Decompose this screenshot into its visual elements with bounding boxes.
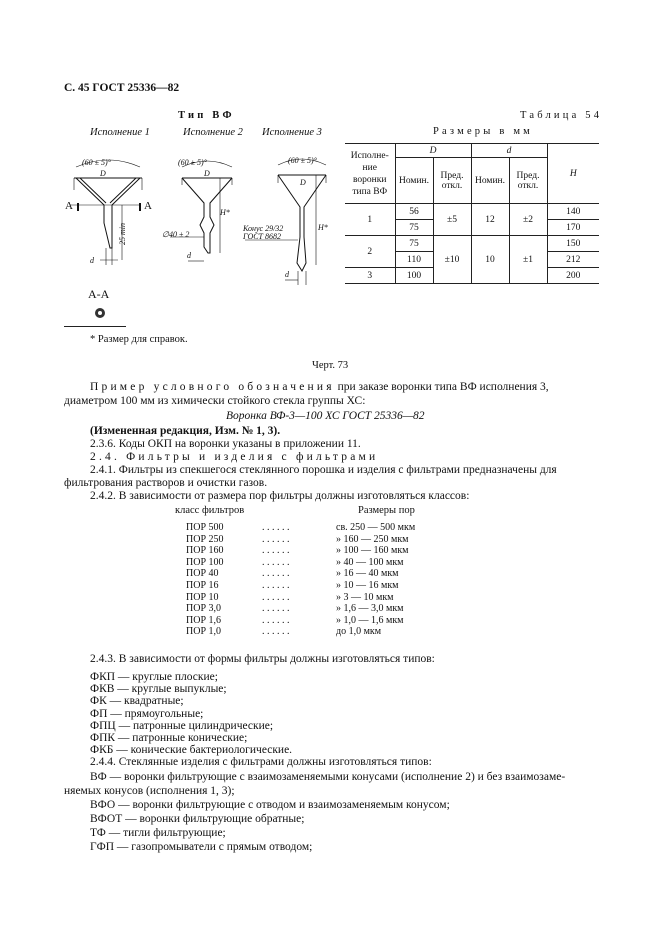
para-2-4-3: 2.4.3. В зависимости от формы фильтры должны изготовляться типов: [90, 653, 435, 665]
footnote-rule [64, 326, 126, 327]
filter-pore-size: » 1,0 — 1,6 мкм [336, 614, 404, 626]
filter-class-name: ПОР 250 [186, 533, 224, 545]
filter-shape-item: ФКБ — конические бактериологические. [90, 744, 293, 757]
filter-pore-size: до 1,0 мкм [336, 626, 382, 638]
col-H-header: H [547, 144, 599, 204]
example-line-2: диаметром 100 мм из химически стойкого стекла группы ХС: [64, 395, 366, 407]
type-title: Тип ВФ [178, 110, 235, 121]
filter-leader-dots: . . . . . . [262, 568, 290, 580]
length-label: 25 min [118, 223, 127, 245]
para-2-3-6: 2.3.6. Коды ОКП на воронки указаны в приложении 11. [90, 438, 361, 450]
product-type-item: ГФП — газопромыватели с прямым отводом; [90, 841, 313, 853]
filter-class-row [0, 557, 661, 569]
filter-leader-dots: . . . . . . [262, 603, 290, 615]
section-label: А-А [88, 287, 110, 301]
col-D-nom: Номин. [395, 158, 433, 204]
filter-class-row [0, 626, 661, 638]
filter-class-row [0, 534, 661, 546]
filter-class-name: ПОР 3,0 [186, 603, 222, 615]
table-row: 1 56 ±5 12 ±2 140 [345, 204, 599, 220]
filter-shape-item: ФПЦ — патронные цилиндрические; [90, 719, 274, 732]
example-code: Воронка ВФ-3—100 ХС ГОСТ 25336—82 [226, 410, 425, 422]
filter-shape-item: ФК — квадратные; [90, 695, 184, 708]
table-row: 2 75 ±10 10 ±1 150 [345, 236, 599, 252]
table-row: 3 100 200 [345, 268, 599, 284]
table-row: 75 170 [345, 220, 599, 236]
variant-2-label: Исполнение 2 [183, 127, 243, 138]
small-d-label-3: d [285, 270, 289, 279]
funnel-drawing [60, 145, 350, 320]
filter-leader-dots: . . . . . . [262, 533, 290, 545]
filter-class-name: ПОР 40 [186, 568, 219, 580]
product-type-item: ТФ — тигли фильтрующие; [90, 827, 226, 839]
section-symbol [95, 308, 105, 318]
figure-caption: Черт. 73 [312, 360, 349, 371]
revision-note: (Измененная редакция, Изм. № 1, 3). [90, 425, 281, 437]
col-d-nom: Номин. [471, 158, 509, 204]
pore-size-heading: Размеры пор [358, 505, 415, 516]
col-d-dev: Пред. откл. [509, 158, 547, 204]
filter-shape-item: ФКВ — круглые выпуклые; [90, 683, 227, 696]
filter-class-name: ПОР 10 [186, 591, 219, 603]
product-type-item: ВФО — воронки фильтрующие с отводом и взаимозаменяемым конусом; [90, 799, 450, 811]
filter-leader-dots: . . . . . . [262, 545, 290, 557]
section-a-left: А [65, 200, 73, 212]
example-line-1 [90, 381, 549, 393]
funnel-1-figure [70, 160, 142, 265]
filter-leader-dots: . . . . . . [262, 591, 290, 603]
filter-class-name: ПОР 100 [186, 556, 224, 568]
filter-class-row [0, 592, 661, 604]
filter-shape-item: ФП — прямоугольные; [90, 707, 204, 720]
section-2-4-heading: 2.4. Фильтры и изделия с фильтрами [90, 451, 379, 463]
filter-class-row [0, 615, 661, 627]
angle-label-2: (60 ± 5)° [178, 158, 207, 167]
col-D-header: D [395, 144, 471, 158]
cone-label: Конус 29/32 [243, 224, 284, 233]
filter-leader-dots: . . . . . . [262, 614, 290, 626]
filter-pore-size: » 100 — 160 мкм [336, 545, 409, 557]
filter-pore-size: » 3 — 10 мкм [336, 591, 394, 603]
col-variant-header: Исполне-ние воронки типа ВФ [345, 144, 395, 204]
small-d-label-2: d [187, 251, 191, 260]
filter-pore-size: » 10 — 16 мкм [336, 580, 399, 591]
small-d-label-1: d [90, 256, 94, 265]
footnote: * Размер для справок. [90, 334, 188, 345]
filter-class-row [0, 522, 661, 534]
page-header: С. 45 ГОСТ 25336—82 [64, 82, 180, 94]
dimensions-table [345, 143, 599, 284]
filter-class-row [0, 603, 661, 615]
example-rest: при заказе воронки типа ВФ исполнения 3, [334, 381, 549, 393]
angle-label-3: (60 ± 5)° [288, 156, 317, 165]
para-2-4-2: 2.4.2. В зависимости от размера пор фильтры должны изготовляться классов: [90, 490, 470, 502]
funnel-3-figure [245, 159, 326, 285]
para-vf-b: няемых конусов (исполнения 1, 3); [64, 785, 235, 797]
example-lead: Пример условного обозначения [90, 381, 335, 393]
filter-pore-size: св. 250 — 500 мкм [336, 522, 416, 533]
table-label: Таблица 54 [520, 110, 603, 121]
filter-leader-dots: . . . . . . [262, 580, 290, 591]
col-d-header: d [471, 144, 547, 158]
h-label-2: H* [220, 208, 230, 217]
h-label-3: H* [318, 223, 328, 232]
table-subtitle: Размеры в мм [433, 126, 534, 137]
filter-shape-item: ФКП — круглые плоские; [90, 671, 218, 683]
filter-shape-item: ФПК — патронные конические; [90, 732, 248, 744]
d-label-1: D [100, 169, 106, 178]
product-type-item: ВФОТ — воронки фильтрующие обратные; [90, 813, 305, 825]
col-D-dev: Пред. откл. [433, 158, 471, 204]
d-label-3: D [300, 178, 306, 187]
filter-class-heading: класс фильтров [175, 505, 245, 516]
angle-label-1: (60 ± 5)° [82, 158, 111, 167]
para-2-4-1a: 2.4.1. Фильтры из спекшегося стеклянного порошка и изделия с фильтрами предназначены для [90, 464, 557, 476]
filter-leader-dots: . . . . . . [262, 626, 290, 638]
table-row: 110 212 [345, 252, 599, 268]
filter-leader-dots: . . . . . . [262, 556, 290, 568]
cone-std-label: ГОСТ 8682 [243, 232, 282, 241]
d-label-2: D [204, 169, 210, 178]
para-2-4-1b: фильтрования растворов и очистки газов. [64, 477, 268, 489]
filter-class-name: ПОР 500 [186, 522, 224, 533]
filter-pore-size: » 40 — 100 мкм [336, 556, 404, 568]
variant-3-label: Исполнение 3 [262, 127, 322, 138]
filter-pore-size: » 1,6 — 3,0 мкм [336, 603, 404, 615]
filter-class-name: ПОР 1,6 [186, 614, 222, 626]
filter-class-name: ПОР 1,0 [186, 626, 222, 638]
filter-class-row [0, 568, 661, 580]
para-vf-a: ВФ — воронки фильтрующие с взаимозаменяемыми конусами (исполнение 2) и без взаимозаме- [90, 771, 566, 783]
section-a-right: А [144, 200, 152, 212]
filter-pore-size: » 160 — 250 мкм [336, 533, 409, 545]
filter-pore-size: » 16 — 40 мкм [336, 568, 399, 580]
filter-class-name: ПОР 160 [186, 545, 224, 557]
filter-class-name: ПОР 16 [186, 580, 219, 591]
filter-class-row [0, 580, 661, 592]
para-2-4-4: 2.4.4. Стеклянные изделия с фильтрами должны изготовляться типов: [90, 756, 432, 768]
diameter-label: ∅40 ± 2 [162, 230, 190, 239]
filter-class-row [0, 545, 661, 557]
filter-leader-dots: . . . . . . [262, 522, 290, 533]
variant-1-label: Исполнение 1 [90, 127, 150, 138]
